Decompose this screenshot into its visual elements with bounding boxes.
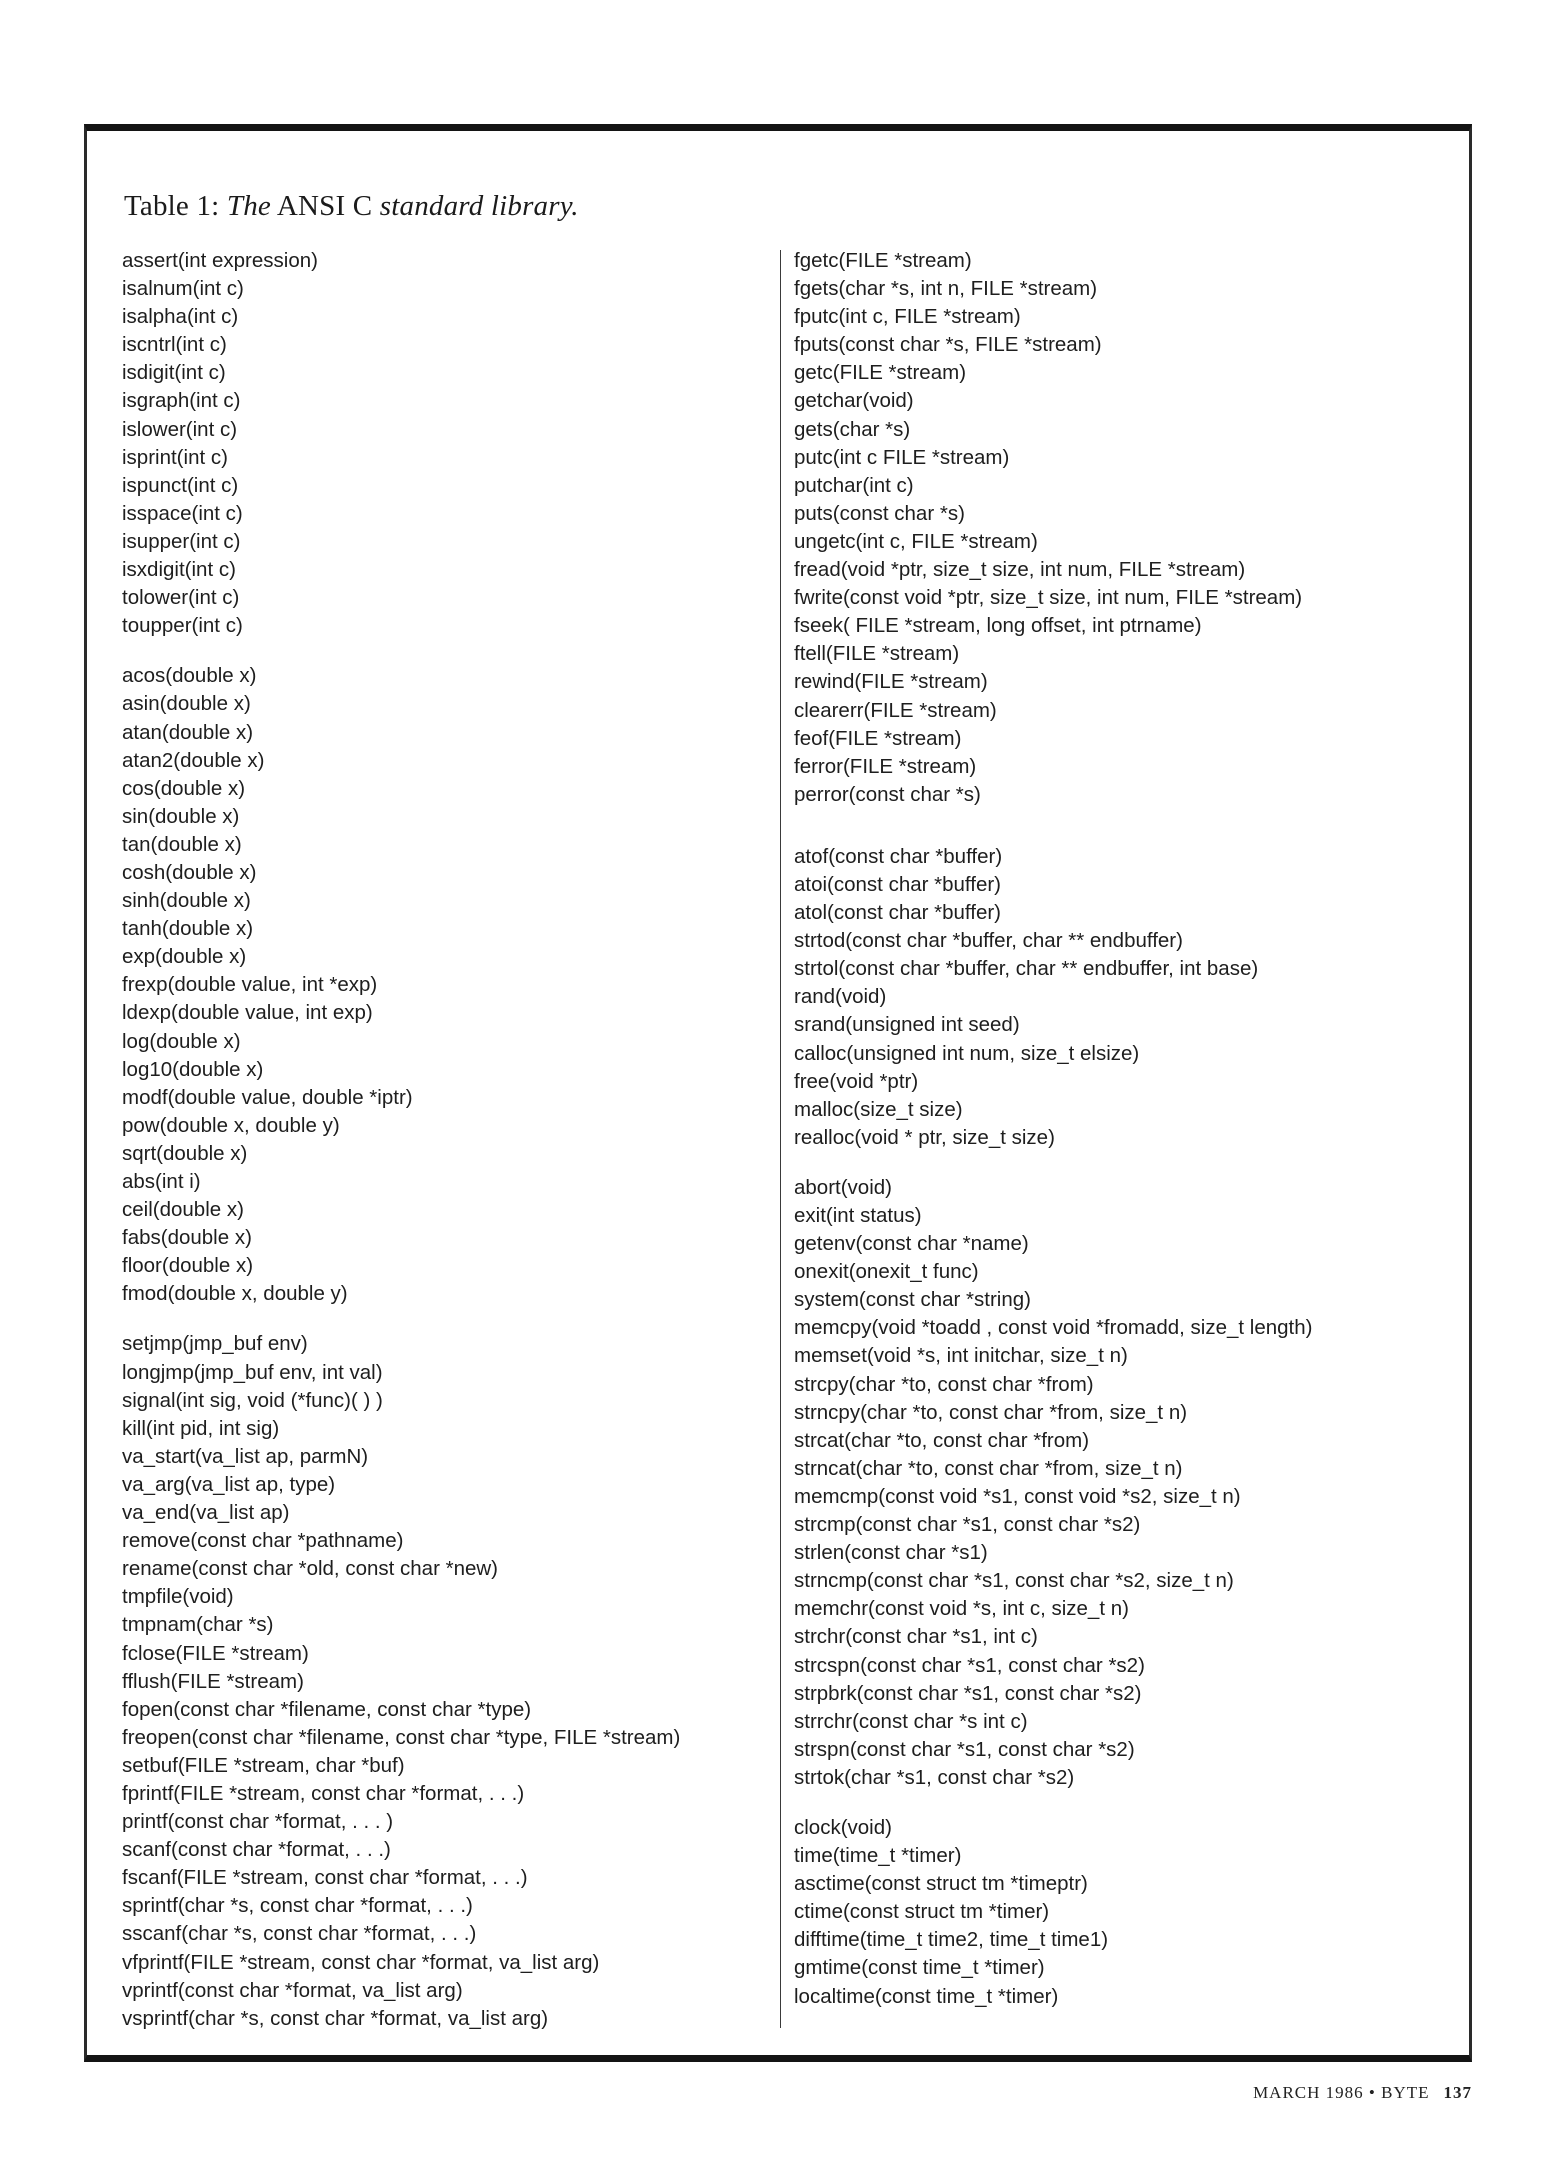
function-signature: fgets(char *s, int n, FILE *stream) <box>794 277 1098 301</box>
function-signature: iscntrl(int c) <box>122 333 227 357</box>
function-signature: fclose(FILE *stream) <box>122 1641 309 1665</box>
function-signature: tanh(double x) <box>122 917 254 941</box>
function-signature: asctime(const struct tm *timeptr) <box>794 1872 1088 1896</box>
function-signature: va_start(va_list ap, parmN) <box>122 1444 369 1468</box>
function-signature: fgetc(FILE *stream) <box>794 249 972 272</box>
function-signature: isupper(int c) <box>122 529 241 553</box>
function-signature: getenv(const char *name) <box>794 1232 1029 1256</box>
function-signature: system(const char *string) <box>794 1288 1031 1312</box>
function-signature: isalpha(int c) <box>122 305 239 329</box>
function-signature: strtok(char *s1, const char *s2) <box>794 1765 1075 1789</box>
function-signature: memcmp(const void *s1, const void *s2, size_t n) <box>794 1484 1241 1508</box>
function-signature: atof(const char *buffer) <box>794 844 1003 868</box>
function-signature: assert(int expression) <box>122 249 318 272</box>
function-signature: fflush(FILE *stream) <box>122 1669 304 1693</box>
function-signature: tmpfile(void) <box>122 1585 234 1609</box>
function-signature: strlen(const char *s1) <box>794 1541 988 1565</box>
function-signature: fopen(const char *filename, const char *type) <box>122 1697 532 1721</box>
function-signature: memset(void *s, int initchar, size_t n) <box>794 1344 1128 1368</box>
function-signature: fseek( FILE *stream, long offset, int ptrname) <box>794 614 1202 638</box>
function-signature: strcmp(const char *s1, const char *s2) <box>794 1513 1141 1537</box>
function-signature: setbuf(FILE *stream, char *buf) <box>122 1753 405 1777</box>
function-signature: signal(int sig, void (*func)( ) ) <box>122 1388 383 1412</box>
function-signature: exit(int status) <box>794 1204 922 1227</box>
function-signature: onexit(onexit_t func) <box>794 1260 979 1284</box>
function-signature: cos(double x) <box>122 776 246 800</box>
function-signature: strrchr(const char *s int c) <box>794 1709 1028 1733</box>
function-signature: fprintf(FILE *stream, const char *format, . . .) <box>122 1781 525 1805</box>
function-signature: perror(const char *s) <box>794 782 981 806</box>
group-spacer <box>794 1152 1454 1174</box>
function-signature: strchr(const char *s1, int c) <box>794 1625 1038 1649</box>
function-signature: log10(double x) <box>122 1057 264 1081</box>
function-signature: strcpy(char *to, const char *from) <box>794 1372 1094 1396</box>
function-signature: printf(const char *format, . . . ) <box>122 1810 394 1834</box>
group-spacer <box>794 809 1454 843</box>
function-signature: sin(double x) <box>122 804 240 828</box>
function-signature: clearerr(FILE *stream) <box>794 698 997 722</box>
function-signature: strncat(char *to, const char *from, size_t n) <box>794 1456 1183 1480</box>
function-signature: sinh(double x) <box>122 889 251 913</box>
function-signature: ftell(FILE *stream) <box>794 642 960 666</box>
function-signature: longjmp(jmp_buf env, int val) <box>122 1360 383 1384</box>
function-signature: rewind(FILE *stream) <box>794 670 988 694</box>
function-signature: rename(const char *old, const char *new) <box>122 1557 499 1581</box>
function-signature: time(time_t *timer) <box>794 1844 962 1868</box>
function-signature: tan(double x) <box>122 832 242 856</box>
function-signature: atoi(const char *buffer) <box>794 872 1002 896</box>
function-signature: va_arg(va_list ap, type) <box>122 1472 336 1496</box>
function-signature: isgraph(int c) <box>122 389 241 413</box>
function-signature: atol(const char *buffer) <box>794 901 1002 925</box>
footer-issue: MARCH 1986 • BYTE <box>1253 2083 1430 2102</box>
function-signature: islower(int c) <box>122 417 238 441</box>
function-signature: isxdigit(int c) <box>122 558 236 582</box>
function-signature: asin(double x) <box>122 692 251 716</box>
function-signature: memcpy(void *toadd , const void *fromadd, size_t length) <box>794 1316 1313 1340</box>
function-signature: strtod(const char *buffer, char ** endbuffer) <box>794 929 1183 953</box>
function-signature: abs(int i) <box>122 1170 201 1193</box>
function-signature: strcspn(const char *s1, const char *s2) <box>794 1653 1145 1677</box>
left-function-column <box>122 247 762 2033</box>
table-label: Table 1: <box>124 190 220 222</box>
function-signature: fmod(double x, double y) <box>122 1282 348 1306</box>
function-signature: toupper(int c) <box>122 614 243 638</box>
function-signature: ispunct(int c) <box>122 473 239 497</box>
group-spacer <box>122 1308 762 1330</box>
caption-suffix: standard library. <box>379 190 579 222</box>
function-signature: calloc(unsigned int num, size_t elsize) <box>794 1041 1140 1065</box>
right-function-column <box>794 247 1454 2011</box>
function-signature: atan2(double x) <box>122 748 265 772</box>
function-signature: strspn(const char *s1, const char *s2) <box>794 1737 1135 1761</box>
function-signature: strcat(char *to, const char *from) <box>794 1428 1090 1452</box>
function-signature: atan(double x) <box>122 720 254 744</box>
function-signature: sprintf(char *s, const char *format, . . .) <box>122 1894 473 1918</box>
function-signature: putc(int c FILE *stream) <box>794 445 1010 469</box>
function-signature: floor(double x) <box>122 1254 254 1278</box>
function-signature: difftime(time_t time2, time_t time1) <box>794 1928 1109 1952</box>
function-signature: tolower(int c) <box>122 586 240 610</box>
function-signature: ldexp(double value, int exp) <box>122 1001 373 1025</box>
table-title <box>124 190 579 223</box>
function-signature: vsprintf(char *s, const char *format, va_list arg) <box>122 2006 549 2030</box>
function-signature: strncmp(const char *s1, const char *s2, size_t n) <box>794 1569 1234 1593</box>
function-signature: freopen(const char *filename, const char *type, FILE *stream) <box>122 1725 681 1749</box>
function-signature: scanf(const char *format, . . .) <box>122 1838 391 1862</box>
function-signature: isspace(int c) <box>122 501 243 525</box>
caption-prefix: The <box>226 190 271 222</box>
function-signature: abort(void) <box>794 1175 892 1199</box>
function-signature: fputs(const char *s, FILE *stream) <box>794 333 1102 357</box>
function-signature: sqrt(double x) <box>122 1141 248 1165</box>
function-signature: strtol(const char *buffer, char ** endbuffer, int base) <box>794 957 1259 981</box>
function-signature: fwrite(const void *ptr, size_t size, int num, FILE *stream) <box>794 586 1303 610</box>
function-signature: fread(void *ptr, size_t size, int num, FILE *stream) <box>794 558 1246 582</box>
function-signature: va_end(va_list ap) <box>122 1501 290 1525</box>
function-signature: setjmp(jmp_buf env) <box>122 1332 308 1356</box>
function-signature: isprint(int c) <box>122 445 228 469</box>
function-signature: ungetc(int c, FILE *stream) <box>794 529 1038 553</box>
function-signature: srand(unsigned int seed) <box>794 1013 1020 1037</box>
function-signature: rand(void) <box>794 985 887 1009</box>
function-signature: ctime(const struct tm *timer) <box>794 1900 1050 1924</box>
group-spacer <box>122 640 762 662</box>
function-signature: vfprintf(FILE *stream, const char *format, va_list arg) <box>122 1950 600 1974</box>
function-signature: realloc(void * ptr, size_t size) <box>794 1125 1055 1149</box>
function-signature: puts(const char *s) <box>794 501 965 525</box>
function-signature: isdigit(int c) <box>122 361 226 385</box>
function-signature: fputc(int c, FILE *stream) <box>794 305 1021 329</box>
function-signature: cosh(double x) <box>122 860 257 884</box>
column-divider <box>780 250 781 2028</box>
function-signature: clock(void) <box>794 1815 892 1839</box>
page-footer <box>1253 2083 1472 2103</box>
function-signature: kill(int pid, int sig) <box>122 1416 280 1440</box>
function-signature: pow(double x, double y) <box>122 1113 340 1137</box>
function-signature: malloc(size_t size) <box>794 1097 963 1121</box>
function-signature: gmtime(const time_t *timer) <box>794 1956 1045 1980</box>
function-signature: localtime(const time_t *timer) <box>794 1984 1059 2008</box>
function-signature: strpbrk(const char *s1, const char *s2) <box>794 1681 1142 1705</box>
function-signature: putchar(int c) <box>794 473 914 497</box>
function-signature: fscanf(FILE *stream, const char *format, . . .) <box>122 1866 528 1890</box>
function-signature: memchr(const void *s, int c, size_t n) <box>794 1597 1129 1621</box>
function-signature: vprintf(const char *format, va_list arg) <box>122 1978 463 2002</box>
group-spacer <box>794 1792 1454 1814</box>
function-signature: getc(FILE *stream) <box>794 361 967 385</box>
function-signature: ceil(double x) <box>122 1198 244 1222</box>
function-signature: ferror(FILE *stream) <box>794 754 977 778</box>
function-signature: sscanf(char *s, const char *format, . . .) <box>122 1922 477 1946</box>
page-number: 137 <box>1443 2083 1472 2102</box>
function-signature: fabs(double x) <box>122 1226 252 1250</box>
function-signature: exp(double x) <box>122 945 247 969</box>
function-signature: feof(FILE *stream) <box>794 726 962 750</box>
function-signature: gets(char *s) <box>794 417 911 441</box>
function-signature: free(void *ptr) <box>794 1069 919 1093</box>
function-signature: getchar(void) <box>794 389 914 413</box>
function-signature: strncpy(char *to, const char *from, size_t n) <box>794 1400 1188 1424</box>
function-signature: remove(const char *pathname) <box>122 1529 404 1553</box>
function-signature: log(double x) <box>122 1029 241 1053</box>
function-signature: frexp(double value, int *exp) <box>122 973 378 997</box>
caption-mid: ANSI C <box>276 190 373 222</box>
function-signature: tmpnam(char *s) <box>122 1613 274 1637</box>
function-signature: acos(double x) <box>122 664 257 688</box>
function-signature: isalnum(int c) <box>122 277 244 301</box>
function-signature: modf(double value, double *iptr) <box>122 1085 413 1109</box>
